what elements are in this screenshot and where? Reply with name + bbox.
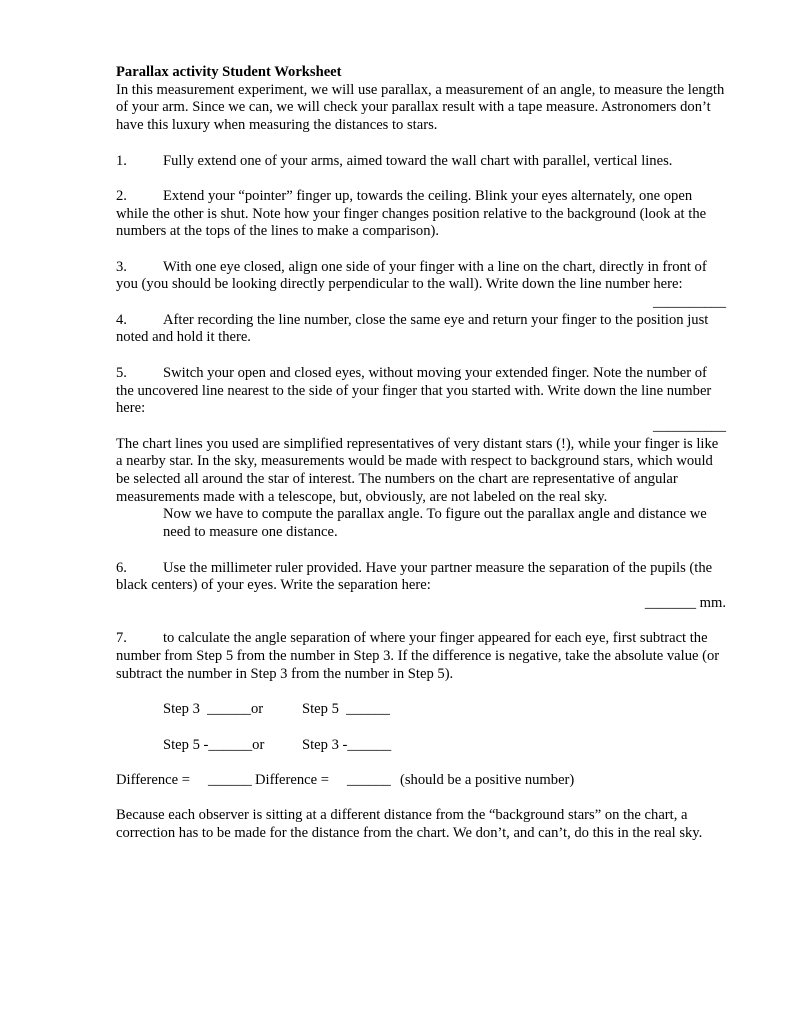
step-number: 3.	[116, 258, 127, 275]
difference-blank-2[interactable]: ______	[347, 771, 391, 788]
step-3-minus-field[interactable]: Step 3 -______	[302, 736, 392, 753]
chart-explanation-paragraph: The chart lines you used are simplified representatives of very distant stars (!), while your finger is like a nearby star. In the sky, measurements would be made with respect to background stars, which would be selected all around the star of interest. The numbers on the chart are representative of angular measurements made with a telescope, but, obviously, are not labeled on the real sky.	[116, 435, 719, 505]
step-7	[116, 630, 726, 683]
step-3	[116, 259, 726, 294]
step-5-answer-blank[interactable]: __________	[653, 417, 726, 434]
step-text: With one eye closed, align one side of your finger with a line on the chart, directly in front of you (you should be looking directly perpendicular to the wall). Write down the line number here:	[116, 258, 707, 293]
step-3-blank-field[interactable]: Step 3 ______or	[163, 701, 264, 718]
difference-note: (should be a positive number)	[400, 771, 575, 788]
step-number: 7.	[116, 630, 127, 647]
step-5-blank-field[interactable]: Step 5 ______	[302, 701, 390, 718]
step-3-answer-blank[interactable]: __________	[653, 294, 726, 311]
step-6	[116, 560, 726, 595]
difference-label-2: Difference =	[255, 771, 329, 788]
worksheet-page	[116, 64, 726, 843]
difference-row	[116, 772, 726, 790]
closing-paragraph: Because each observer is sitting at a different distance from the “background stars” on the chart, a correction has to be made for the distance from the chart. We don’t, and can’t, do this in the real sky.	[116, 807, 703, 842]
pupil-separation-blank[interactable]: _______ mm.	[644, 594, 726, 611]
step-text: Use the millimeter ruler provided. Have your partner measure the separation of the pupils (the black centers) of your eyes. Write the separation here:	[116, 559, 713, 594]
step-number: 5.	[116, 364, 127, 381]
step-number: 1.	[116, 152, 127, 169]
step-5-minus-field[interactable]: Step 5 -______or	[163, 736, 265, 753]
step-2	[116, 188, 726, 241]
calc-row-2	[116, 737, 726, 755]
step-text: Switch your open and closed eyes, without moving your extended finger. Note the number of the uncovered line nearest to the side of your finger that you started with. Write down the line number here:	[116, 364, 712, 417]
calc-row-1	[116, 701, 726, 719]
step-text: to calculate the angle separation of where your finger appeared for each eye, first subtract the number from Step 5 from the number in Step 3. If the difference is negative, take the absolute value (or subtract the number in Step 3 from the number in Step 5).	[116, 630, 720, 682]
difference-blank-1[interactable]: ______	[208, 771, 252, 788]
step-text: Fully extend one of your arms, aimed toward the wall chart with parallel, vertical lines.	[163, 152, 673, 169]
step-text: Extend your “pointer” finger up, towards the ceiling. Blink your eyes alternately, one open while the other is shut. Note how your finger changes position relative to the background (look at the numbers at the tops of the lines to make a comparison).	[116, 187, 707, 240]
step-number: 4.	[116, 311, 127, 328]
step-1	[116, 153, 726, 171]
worksheet-title: Parallax activity Student Worksheet	[116, 64, 342, 80]
intro-paragraph: In this measurement experiment, we will use parallax, a measurement of an angle, to measure the length of your arm. Since we can, we will check your parallax result with a tape measure. Astronomers don’t have this luxury when measuring the distances to stars.	[116, 81, 725, 134]
step-text: After recording the line number, close the same eye and return your finger to the position just noted and hold it there.	[116, 311, 709, 346]
difference-label-1: Difference =	[116, 771, 190, 788]
step-5	[116, 365, 726, 418]
step-number: 2.	[116, 187, 127, 204]
step-4	[116, 312, 726, 347]
step-number: 6.	[116, 559, 127, 576]
compute-paragraph: Now we have to compute the parallax angle. To figure out the parallax angle and distance we need to measure one distance.	[163, 506, 707, 541]
